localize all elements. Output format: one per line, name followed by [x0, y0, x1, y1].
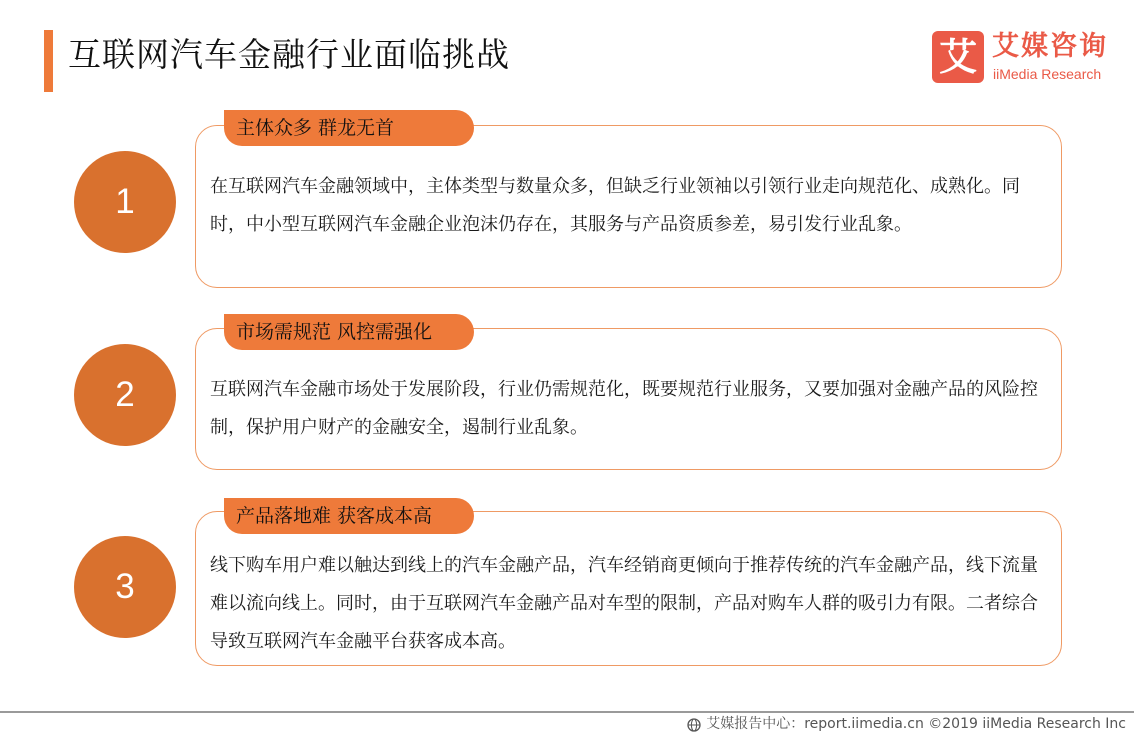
challenge-card-1 [195, 125, 1062, 288]
footer-text: 艾媒报告中心：report.iimedia.cn ©2019 iiMedia Research Inc [706, 716, 1126, 732]
footer [687, 713, 1126, 735]
globe-icon [687, 717, 701, 731]
number-circle: 3 [74, 536, 176, 638]
challenge-text: 互联网汽车金融市场处于发展阶段，行业仍需规范化，既要规范行业服务，又要加强对金融产品的风险控制，保护用户财产的金融安全，遏制行业乱象。 [210, 379, 1038, 438]
challenge-tag: 市场需规范 风控需强化 [224, 314, 474, 350]
challenge-text: 线下购车用户难以触达到线上的汽车金融产品，汽车经销商更倾向于推荐传统的汽车金融产品，线下流量难以流向线上。同时，由于互联网汽车金融产品对车型的限制，产品对购车人群的吸引力有限。二者综合导致互联网汽车金融平台获客成本高。 [210, 555, 1038, 652]
challenge-card-3 [195, 511, 1062, 666]
brand-logo [932, 29, 1122, 87]
logo-name-cn: 艾媒咨询 [992, 31, 1108, 62]
page-title: 互联网汽车金融行业面临挑战 [68, 35, 510, 74]
logo-mark: 艾 [932, 31, 984, 83]
challenge-tag: 主体众多 群龙无首 [224, 110, 474, 146]
title-accent-bar [44, 30, 53, 92]
logo-name-en: iiMedia Research [993, 66, 1102, 82]
number-circle: 2 [74, 344, 176, 446]
number-circle: 1 [74, 151, 176, 253]
challenge-tag: 产品落地难 获客成本高 [224, 498, 474, 534]
challenge-text: 在互联网汽车金融领域中，主体类型与数量众多，但缺乏行业领袖以引领行业走向规范化、成熟化。同时，中小型互联网汽车金融企业泡沫仍存在，其服务与产品资质参差，易引发行业乱象。 [210, 176, 1020, 235]
